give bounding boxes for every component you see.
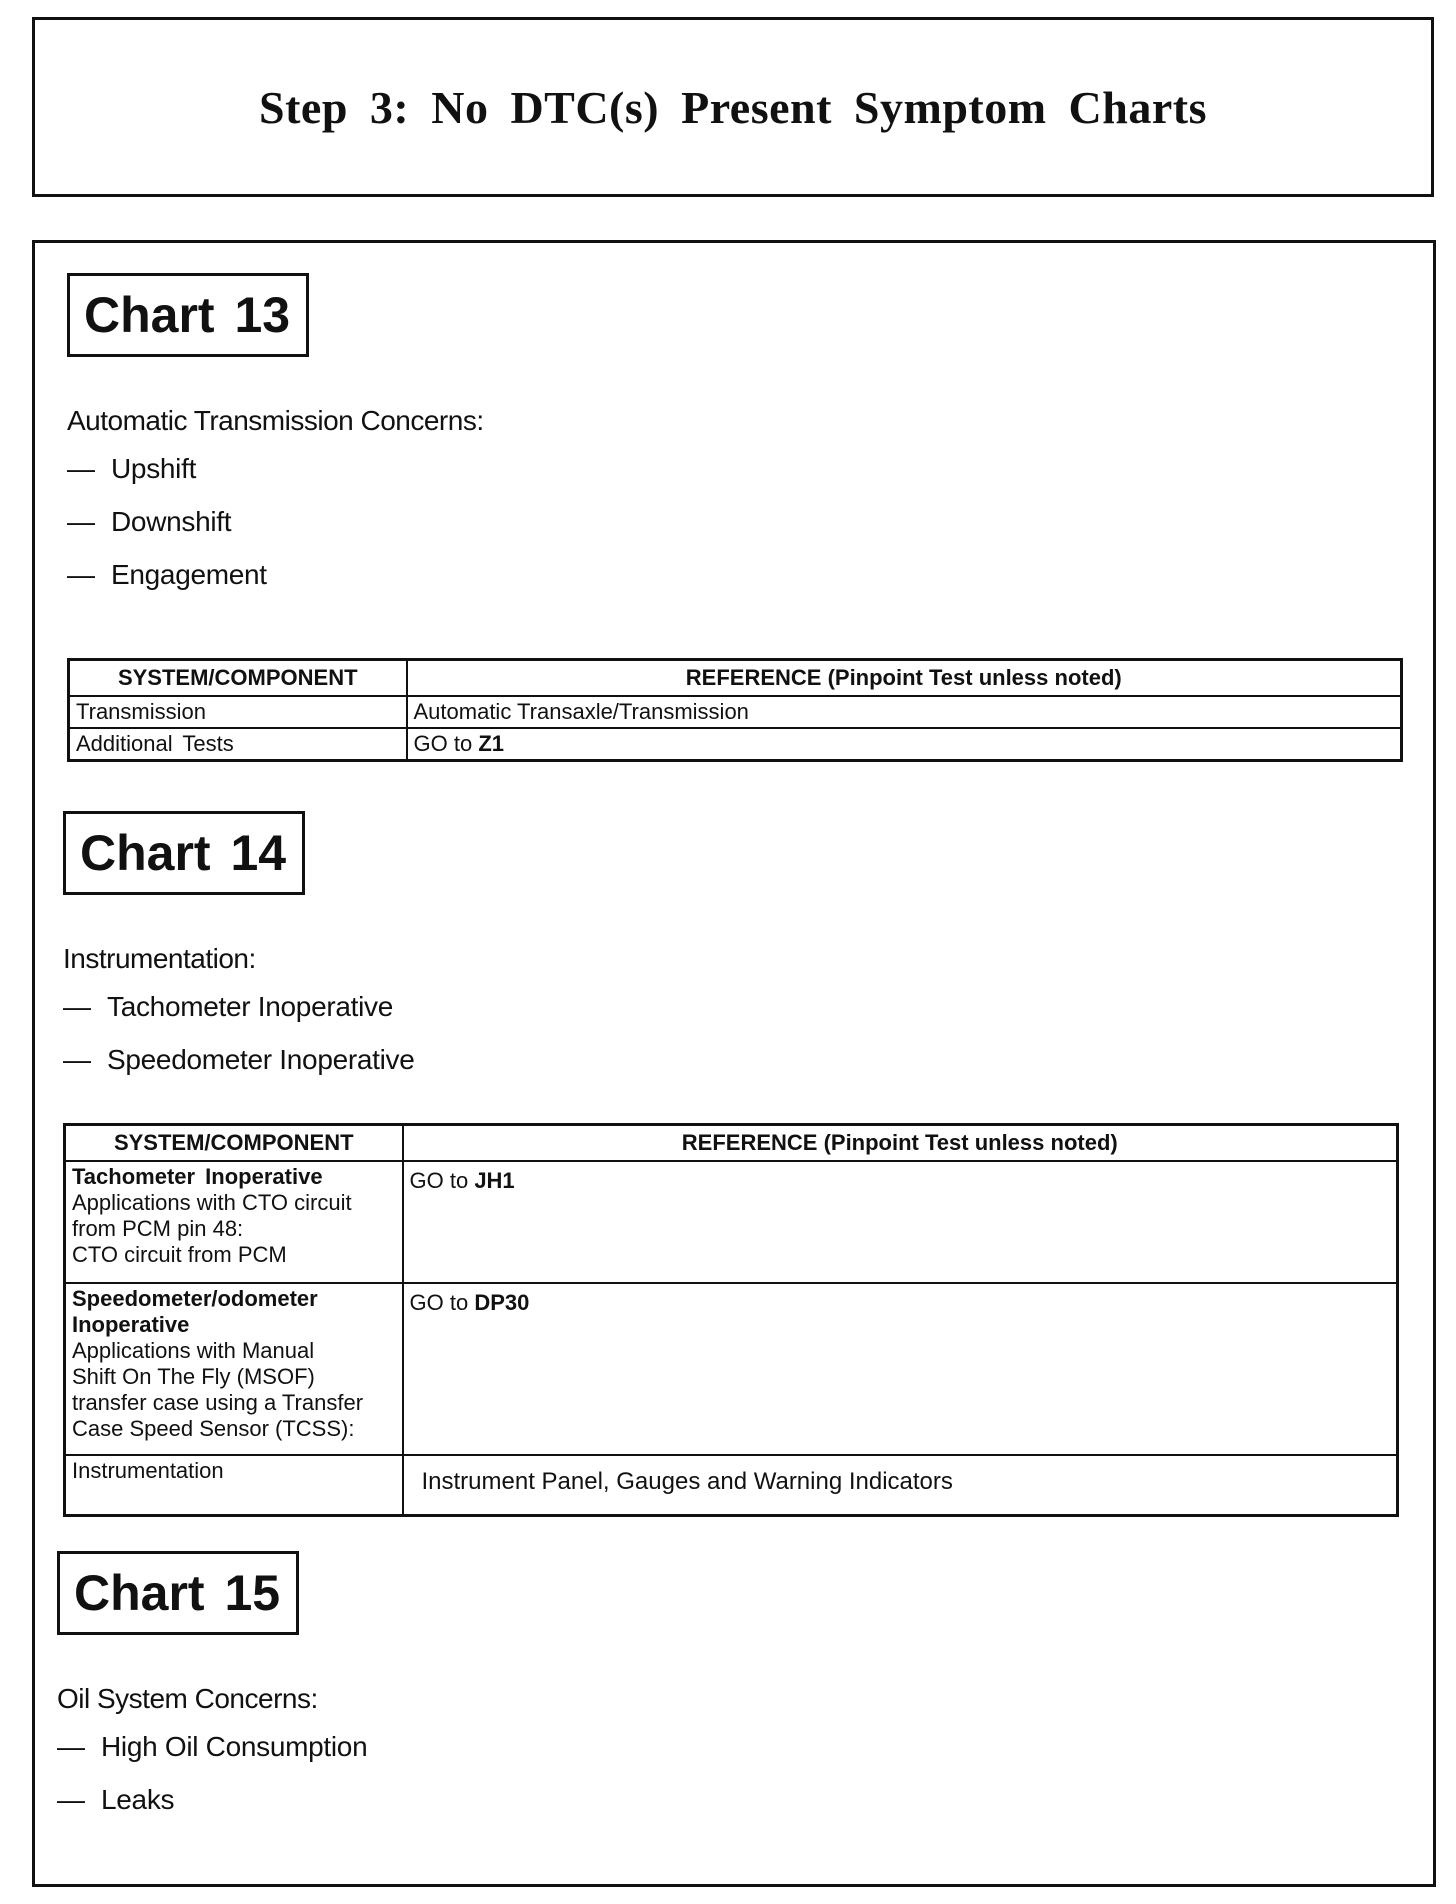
dash-icon: — <box>63 991 91 1022</box>
list-item: — Downshift <box>67 506 232 537</box>
dash-icon: — <box>63 1044 91 1075</box>
pinpoint-test-code: DP30 <box>474 1290 530 1315</box>
chart-13-table <box>67 658 1403 762</box>
concern-title: Instrumentation: <box>63 943 256 974</box>
concern-list <box>57 1733 367 1814</box>
list-item: — Engagement <box>67 559 267 590</box>
pinpoint-test-code: JH1 <box>474 1168 515 1193</box>
component-cell: Transmission <box>69 696 407 728</box>
dash-icon: — <box>57 1784 85 1815</box>
concern-title: Oil System Concerns: <box>57 1683 318 1714</box>
table-row <box>65 1455 1398 1515</box>
dash-icon: — <box>57 1731 85 1762</box>
table-row <box>69 728 1402 761</box>
list-item: — High Oil Consumption <box>57 1731 368 1762</box>
list-item: — Leaks <box>57 1784 175 1815</box>
component-cell: Tachometer Inoperative Applications with CTO circuit from PCM pin 48: CTO circuit from PCM <box>65 1161 403 1283</box>
list-item: — Speedometer Inoperative <box>63 1044 415 1075</box>
component-cell: Additional Tests <box>69 728 407 761</box>
component-cell: Instrumentation <box>65 1455 403 1515</box>
table-header-row <box>69 660 1402 697</box>
dash-icon: — <box>67 506 95 537</box>
page-title-box <box>32 17 1434 197</box>
list-item: — Upshift <box>67 453 197 484</box>
chart-14-section <box>63 811 415 1099</box>
chart-heading: Chart 13 <box>67 273 309 357</box>
table-row <box>65 1161 1398 1283</box>
component-cell: Speedometer/odometer Inoperative Applications with Manual Shift On The Fly (MSOF) transfer case using a Transfer Case Speed Sensor (TCSS): <box>65 1283 403 1455</box>
page-title: Step 3: No DTC(s) Present Symptom Charts <box>259 81 1207 133</box>
column-header: SYSTEM/COMPONENT <box>69 660 407 697</box>
chart-heading: Chart 14 <box>63 811 305 895</box>
reference-cell: GO to Z1 <box>407 728 1402 761</box>
pinpoint-test-code: Z1 <box>478 731 504 756</box>
dash-icon: — <box>67 559 95 590</box>
column-header: REFERENCE (Pinpoint Test unless noted) <box>407 660 1402 697</box>
table-row <box>69 696 1402 728</box>
reference-cell: GO to JH1 <box>403 1161 1398 1283</box>
column-header: REFERENCE (Pinpoint Test unless noted) <box>403 1125 1398 1162</box>
symptom-charts-panel <box>32 240 1436 1887</box>
column-header: SYSTEM/COMPONENT <box>65 1125 403 1162</box>
reference-cell: GO to DP30 <box>403 1283 1398 1455</box>
table-row <box>65 1283 1398 1455</box>
chart-13-section <box>67 273 484 614</box>
list-item: — Tachometer Inoperative <box>63 991 394 1022</box>
concern-list <box>63 993 415 1074</box>
table-header-row <box>65 1125 1398 1162</box>
dash-icon: — <box>67 453 95 484</box>
concern-list <box>67 455 484 589</box>
chart-heading: Chart 15 <box>57 1551 299 1635</box>
chart-15-section <box>57 1551 367 1839</box>
chart-14-table <box>63 1123 1399 1517</box>
reference-cell: Automatic Transaxle/Transmission <box>407 696 1402 728</box>
concern-title: Automatic Transmission Concerns: <box>67 405 484 436</box>
reference-cell: Instrument Panel, Gauges and Warning Indicators <box>403 1455 1398 1515</box>
